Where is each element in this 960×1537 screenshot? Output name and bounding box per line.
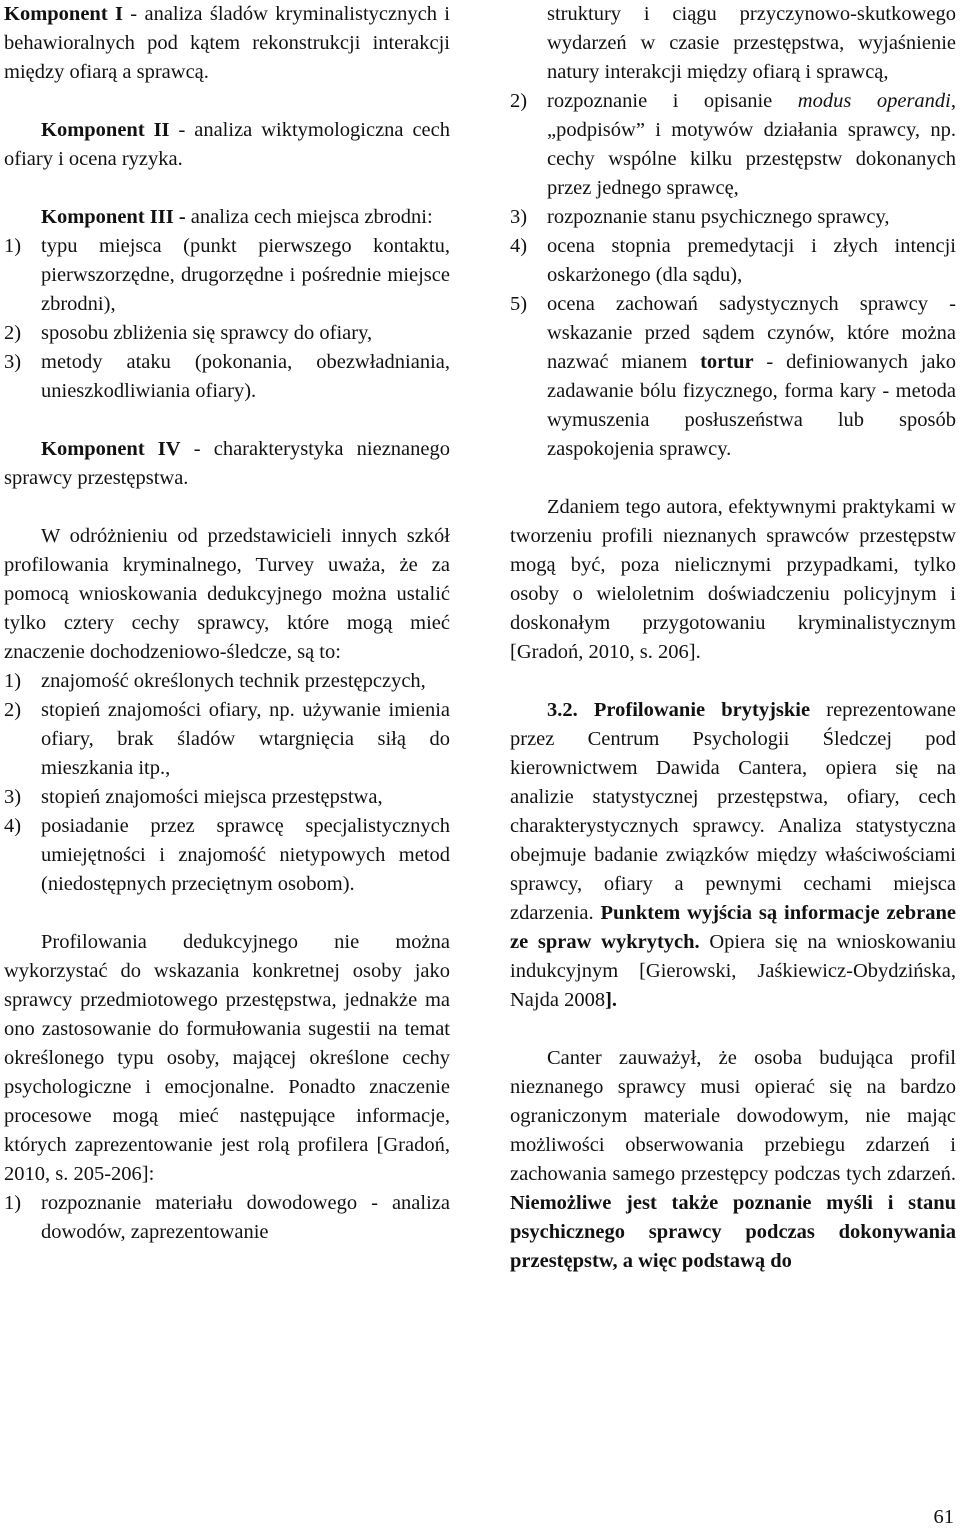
list-item: 3) stopień znajomości miejsca przestępstwa, [4,786,383,808]
right-column [510,0,956,1276]
component-4: Komponent IV - charakterystyka nieznanego sprawcy przestępstwa. [4,438,450,489]
list-item: 3) metody ataku (pokonania, obezwładniania, unieszkodliwiania ofiary). [4,351,450,402]
list-item: 2) stopień znajomości ofiary, np. używanie imienia ofiary, brak śladów wtargnięcia siłą do mieszkania itp., [4,699,450,779]
list-item: 3) rozpoznanie stanu psychicznego sprawcy, [510,206,890,228]
deductive-paragraph: Profilowania dedukcyjnego nie można wykorzystać do wskazania konkretnej osoby jako sprawcy przedmiotowego przestępstwa, jednakże ma ono zastosowanie do formułowania sugestii na temat określonego typu osoby, mającej określone cechy psychologiczne i emocjonalne. Ponadto znaczenie procesowe mogą mieć następujące informacje, których zaprezentowanie jest rolą profilera [Gradoń, 2010, s. 205-206]: [4,931,450,1185]
list-item: 4) ocena stopnia premedytacji i złych intencji oskarżonego (dla sądu), [510,235,956,286]
component-1: Komponent I - analiza śladów kryminalistycznych i behawioralnych pod kątem rekonstrukcji interakcji między ofiarą a sprawcą. [4,3,450,83]
list-item: 2) rozpoznanie i opisanie modus operandi, „podpisów” i motywów działania sprawcy, np. cechy wspólne kilku przestępstw dokonanych przez jednego sprawcę, [510,90,956,199]
canter-paragraph: Canter zauważył, że osoba budująca profil nieznanego sprawcy musi opierać się na bardzo ograniczonym materiale dowodowym, nie mając możliwości obserwowania przebiegu zdarzeń i zachowania samego przestępcy podczas tych zdarzeń. Niemożliwe jest także poznanie myśli i stanu psychicznego sprawcy podczas dokonywania przestępstw, a więc podstawą do [510,1047,956,1272]
list-item: 1) typu miejsca (punkt pierwszego kontaktu, pierwszorzędne, drugorzędne i pośrednie miejsce zbrodni), [4,235,450,315]
left-column [4,0,450,1247]
section-heading: 3.2. Profilowanie brytyjskie [547,699,811,721]
list-item: struktury i ciągu przyczynowo-skutkowego wydarzeń w czasie przestępstwa, wyjaśnienie natury interakcji między ofiarą i sprawcą, [547,3,956,83]
list-item: 1) rozpoznanie materiału dowodowego - analiza dowodów, zaprezentowanie [4,1192,450,1243]
list-item: 5) ocena zachowań sadystycznych sprawcy - wskazanie przed sądem czynów, które można nazwać mianem tortur - definiowanych jako zadawanie bólu fizycznego, forma kary - metoda wymuszenia posłuszeństwa lub sposób zaspokojenia sprawcy. [510,293,956,460]
british-profiling-paragraph: 3.2. Profilowanie brytyjskie reprezentowane przez Centrum Psychologii Śledczej pod kierownictwem Dawida Cantera, opiera się na analizie statystycznej przestępstwa, ofiary, cech charakterystycznych sprawcy. Analiza statystyczna obejmuje badanie związków między właściwościami sprawcy, ofiary a pewnymi cechami miejsca zdarzenia. Punktem wyjścia są informacje zebrane ze spraw wykrytych. Opiera się na wnioskowaniu indukcyjnym [Gierowski, Jaśkiewicz-Obydzińska, Najda 2008]. [510,699,957,1011]
turvey-paragraph: W odróżnieniu od przedstawicieli innych szkół profilowania kryminalnego, Turvey uważa, że za pomocą wnioskowania dedukcyjnego można ustalić tylko cztery cechy sprawcy, które mogą mieć znaczenie dochodzeniowo-śledcze, są to: [4,525,450,663]
list-item: 1) znajomość określonych technik przestępczych, [4,670,426,692]
list-item: 2) sposobu zbliżenia się sprawcy do ofiary, [4,322,373,344]
list-item: 4) posiadanie przez sprawcę specjalistycznych umiejętności i znajomość nietypowych metod (niedostępnych przeciętnym osobom). [4,815,450,895]
page-number: 61 [933,1506,954,1528]
component-3: Komponent III - analiza cech miejsca zbrodni: [41,206,433,228]
author-paragraph: Zdaniem tego autora, efektywnymi praktykami w tworzeniu profili nieznanych sprawców przestępstw mogą być, poza nielicznymi przypadkami, tylko osoby o wieloletnim doświadczeniu policyjnym i doskonałym przygotowaniu kryminalistycznym [Gradoń, 2010, s. 206]. [510,496,956,663]
component-2: Komponent II - analiza wiktymologiczna cech ofiary i ocena ryzyka. [4,119,450,170]
